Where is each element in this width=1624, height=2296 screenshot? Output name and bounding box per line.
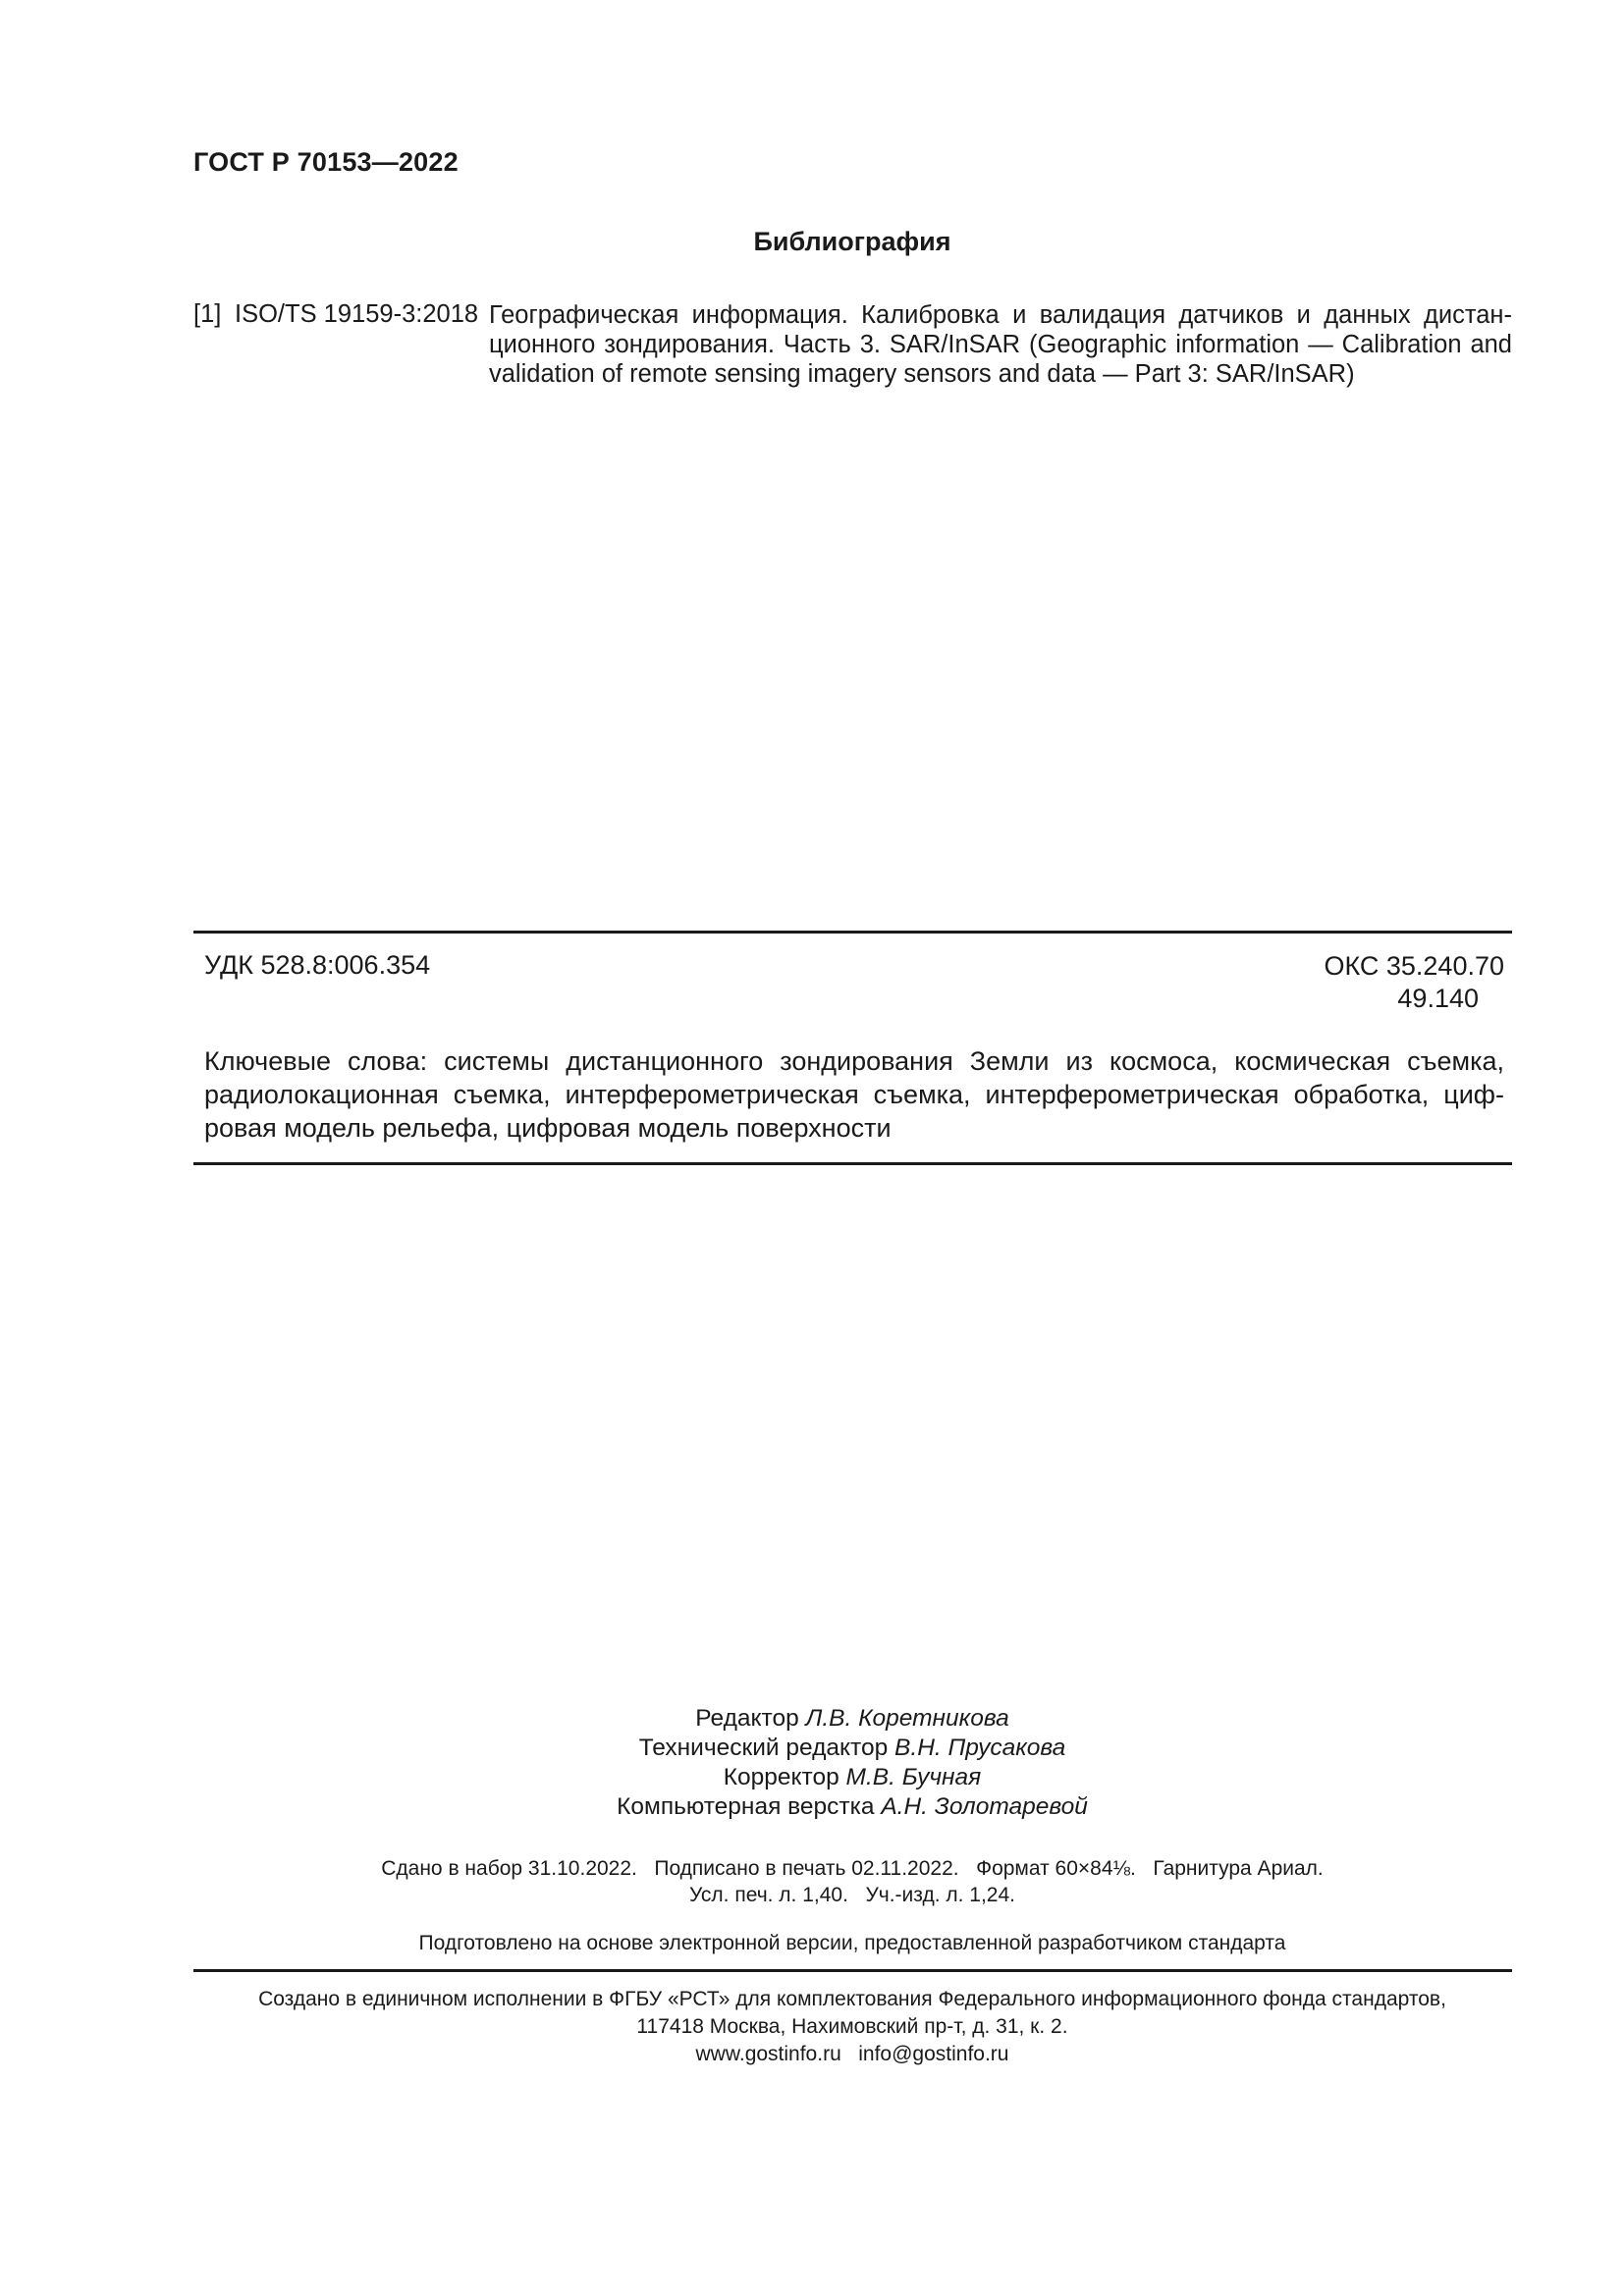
credit-corrector: Корректор М.В. Бучная	[723, 1764, 982, 1790]
document-code: ГОСТ Р 70153—2022	[193, 147, 459, 177]
publisher-divider	[193, 1969, 1512, 1972]
oks-codes	[1178, 950, 1504, 1015]
top-divider	[193, 931, 1512, 934]
bibliography-title: Библиография	[753, 227, 951, 256]
corrector-name: М.В. Бучная	[845, 1764, 982, 1790]
print-info	[0, 1855, 1624, 1908]
keywords-line: Ключевые слова: системы дистанционного зондирования Земли из космоса, космическая съемка,	[204, 1046, 1504, 1076]
udk-code: УДК 528.8:006.354	[204, 950, 431, 980]
print-info-line: Сдано в набор 31.10.2022. Подписано в печать 02.11.2022. Формат 60×84⅛. Гарнитура Ариал.	[381, 1857, 1324, 1880]
oks-code-secondary: 49.140	[1397, 984, 1479, 1013]
credits-block	[0, 1704, 1624, 1822]
credit-editor: Редактор Л.В. Коретникова	[695, 1705, 1009, 1732]
reference-line: Географическая информация. Калибровка и валидация датчиков и данных дистан-	[489, 301, 1512, 329]
keywords-block	[204, 1044, 1504, 1145]
publisher-info	[0, 1986, 1624, 2068]
keywords-line: ровая модель рельефа, цифровая модель поверхности	[204, 1113, 892, 1143]
prepared-note: Подготовлено на основе электронной версии, предоставленной разработчиком стандарта	[418, 1932, 1286, 1954]
publisher-contacts: www.gostinfo.ru info@gostinfo.ru	[695, 2043, 1009, 2065]
layout-name: А.Н. Золотаревой	[881, 1793, 1088, 1820]
keywords-divider	[193, 1162, 1512, 1165]
reference-number: [1]	[193, 300, 222, 328]
oks-code-primary: ОКС 35.240.70	[1324, 951, 1504, 981]
credit-tech-editor: Технический редактор В.Н. Прусакова	[638, 1735, 1066, 1761]
keywords-line: радиолокационная съемка, интерферометрическая съемка, интерферометрическая обработка, циф-	[204, 1080, 1504, 1109]
publisher-line: Создано в единичном исполнении в ФГБУ «РСТ» для комплектования Федерального информационного фонда стандартов,	[258, 1988, 1446, 2010]
credit-layout: Компьютерная верстка А.Н. Золотаревой	[617, 1793, 1088, 1820]
reference-line: ционного зондирования. Часть 3. SAR/InSAR (Geographic information — Calibration and	[489, 331, 1512, 358]
reference-line: validation of remote sensing imagery sensors and data — Part 3: SAR/InSAR)	[489, 360, 1355, 388]
tech-editor-name: В.Н. Прусакова	[894, 1735, 1066, 1761]
publisher-address: 117418 Москва, Нахимовский пр-т, д. 31, к. 2.	[636, 2015, 1068, 2038]
print-info-line: Усл. печ. л. 1,40. Уч.-изд. л. 1,24.	[688, 1884, 1015, 1906]
editor-name: Л.В. Коретникова	[805, 1705, 1009, 1732]
reference-standard: ISO/TS 19159-3:2018	[235, 300, 479, 328]
reference-description	[489, 300, 1512, 389]
